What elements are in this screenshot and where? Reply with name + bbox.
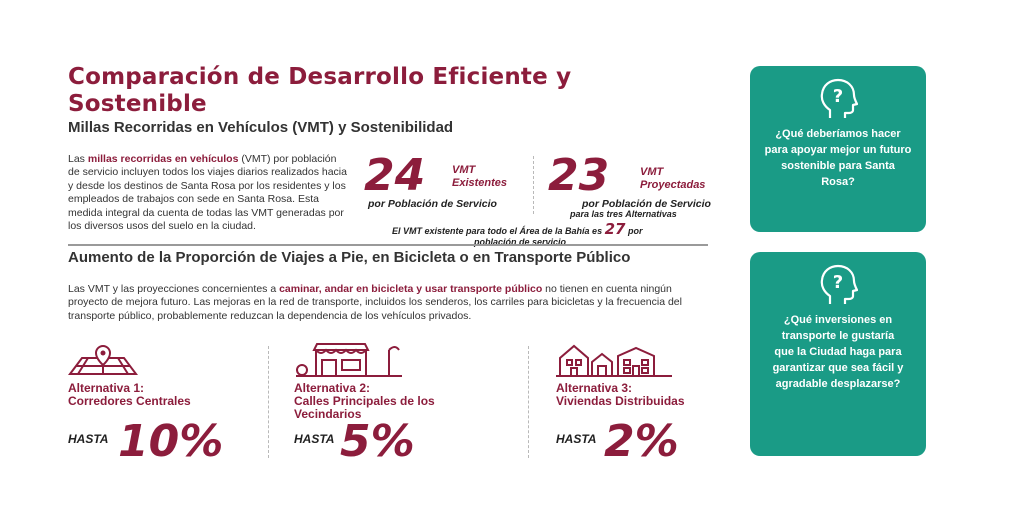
question-card-2-text: ¿Qué inversiones en transporte le gustaría que la Ciudad haga para garantizar que sea fácil y agradable desplazarse? bbox=[772, 314, 904, 390]
mode-shift-heading: Aumento de la Proporción de Viajes a Pie, en Bicicleta o en Transporte Público bbox=[68, 249, 631, 266]
alternative-3-title: Alternativa 3: Viviendas Distribuidas bbox=[556, 381, 685, 408]
storefront-icon bbox=[294, 342, 404, 378]
vmt-heading: Millas Recorridas en Vehículos (VMT) y Sostenibilidad bbox=[68, 119, 454, 136]
projected-vmt-label: VMT Proyectadas bbox=[640, 166, 706, 191]
alternative-2-hasta: HASTA bbox=[294, 432, 335, 446]
projected-vmt-caption: por Población de Servicio bbox=[582, 198, 711, 210]
vmt-highlight: millas recorridas en vehículos bbox=[87, 153, 239, 165]
existing-vmt-label: VMT Existentes bbox=[452, 164, 508, 189]
houses-icon bbox=[556, 342, 672, 378]
page-title: Comparación de Desarrollo Eficiente y Sostenible bbox=[68, 64, 572, 117]
alternative-1-title: Alternativa 1: Corredores Centrales bbox=[68, 381, 191, 408]
head-question-icon bbox=[750, 66, 926, 120]
alternative-2-percent: 5% bbox=[340, 416, 415, 467]
alternative-3-hasta: HASTA bbox=[556, 432, 597, 446]
bay-area-value: 27 bbox=[604, 220, 626, 238]
bay-area-note: El VMT existente para todo el Área de la Bahía es 27 por población de servicio bbox=[392, 220, 643, 247]
projected-vmt-value: 23 bbox=[548, 150, 610, 201]
alternative-1-percent: 10% bbox=[118, 416, 224, 467]
mode-shift-highlight: caminar, andar en bicicleta y usar transporte público bbox=[279, 283, 543, 295]
question-card-1 bbox=[750, 66, 926, 232]
question-card-2 bbox=[750, 252, 926, 456]
map-pin-icon bbox=[68, 344, 138, 376]
existing-vmt-caption: por Población de Servicio bbox=[368, 198, 497, 210]
svg-text:?: ? bbox=[832, 86, 844, 107]
section-divider bbox=[68, 244, 708, 246]
vmt-paragraph: Las millas recorridas en vehículos (VMT) por población de servicio incluyen todos los viajes diarios realizados hacia y desde los destinos de Santa Rosa por los residentes y los empleados de trabajos con sede en Santa Rosa. Esta medida integral da cuenta de todas las VMT generadas por los diversos usos del suelo en la ciudad. bbox=[68, 153, 347, 233]
question-card-1-text: ¿Qué deberíamos hacer para apoyar mejor un futuro sostenible para Santa Rosa? bbox=[764, 128, 912, 188]
alternative-1-hasta: HASTA bbox=[68, 432, 109, 446]
alt-divider-2 bbox=[528, 346, 529, 458]
vmt-divider bbox=[533, 156, 534, 214]
alternative-2-title: Alternativa 2: Calles Principales de los Vecindarios bbox=[294, 381, 435, 421]
existing-vmt-value: 24 bbox=[364, 150, 426, 201]
alternative-3-percent: 2% bbox=[604, 416, 679, 467]
mode-shift-paragraph: Las VMT y las proyecciones concernientes a caminar, andar en bicicleta y usar transporte público no tienen en cuenta ningún proyecto de mejora futuro. Las mejoras en la red de transporte, incluidos los senderos, los carriles para bicicletas y la frecuencia del transporte público, probablemente reduzcan la dependencia de los vehículos privados. bbox=[68, 283, 682, 322]
svg-text:?: ? bbox=[832, 272, 844, 293]
alt-divider-1 bbox=[268, 346, 269, 458]
projected-vmt-subcaption: para las tres Alternativas bbox=[570, 209, 677, 219]
head-question-icon bbox=[750, 252, 926, 306]
